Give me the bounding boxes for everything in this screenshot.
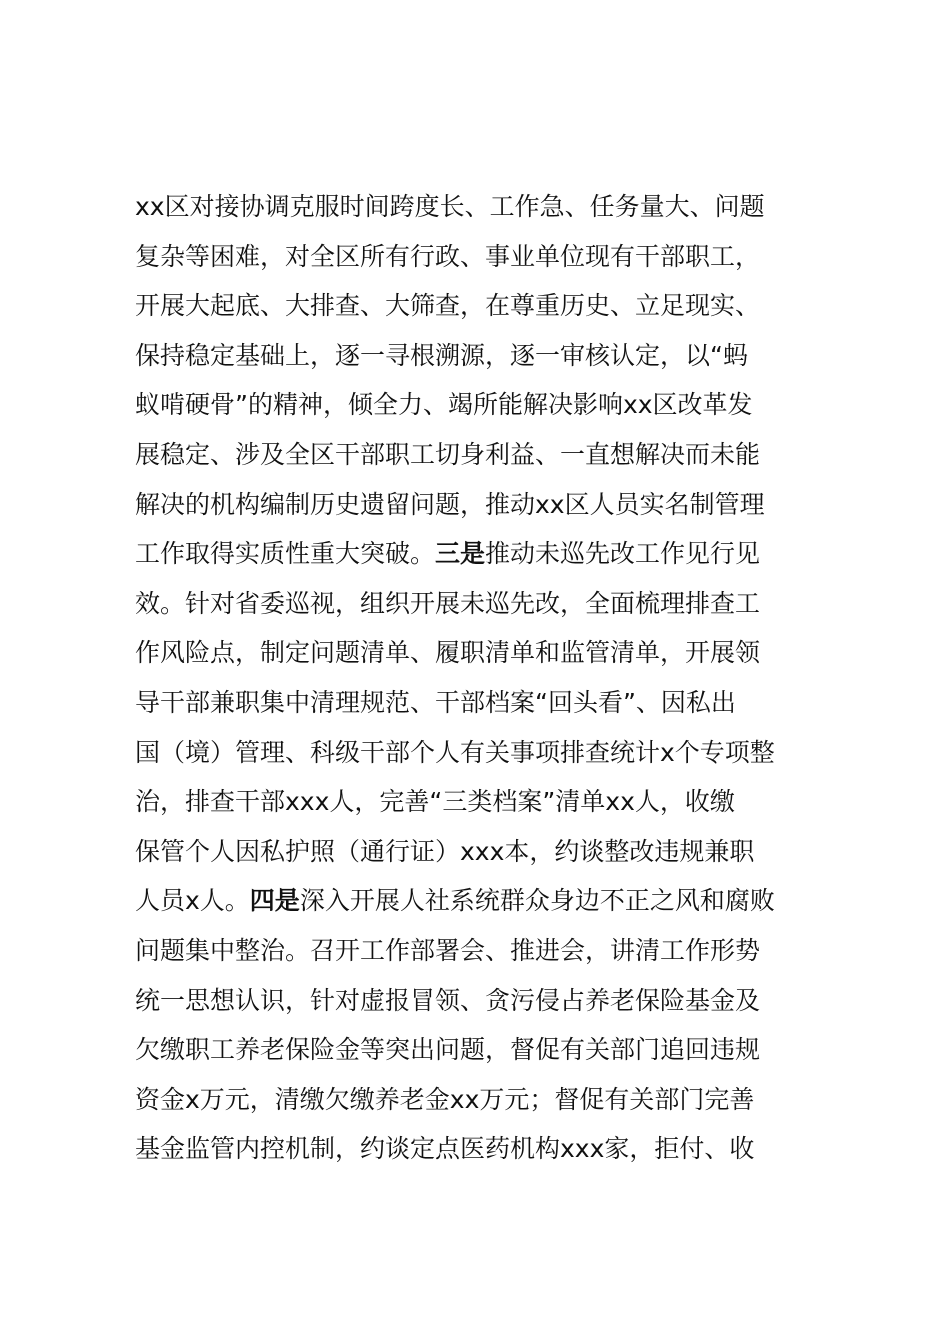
text-run: 统一思想认识，针对虚报冒领、贪污侵占养老保险基金及	[135, 985, 761, 1015]
text-line	[135, 579, 855, 629]
text-run: 基金监管内控机制，约谈定点医药机构xxx家，拒付、收	[135, 1134, 755, 1164]
text-line	[135, 380, 855, 430]
text-line	[135, 728, 855, 778]
text-run: 解决的机构编制历史遗留问题，推动xx区人员实名制管理	[135, 489, 765, 519]
text-run: 保持稳定基础上，逐一寻根溯源，逐一审核认定，以“蚂	[135, 340, 748, 370]
text-run: 人员x人。	[135, 886, 250, 916]
text-run: 蚁啃硬骨”的精神，倾全力、竭所能解决影响xx区改革发	[135, 390, 753, 420]
text-run: 深入开展人社系统群众身边不正之风和腐败	[299, 886, 775, 916]
text-run: 展稳定、涉及全区干部职工切身利益、一直想解决而未能	[135, 439, 761, 469]
text-run: 问题集中整治。召开工作部署会、推进会，讲清工作形势	[135, 935, 761, 965]
text-run: 欠缴职工养老保险金等突出问题，督促有关部门追回违规	[135, 1035, 761, 1065]
text-run: 开展大起底、大排查、大筛查，在尊重历史、立足现实、	[135, 291, 761, 321]
text-run: 治，排查干部xxx人，完善“三类档案”清单xx人，收缴	[135, 787, 735, 817]
text-line	[135, 182, 855, 232]
text-line	[135, 976, 855, 1026]
text-line	[135, 1075, 855, 1125]
text-run: 工作取得实质性重大突破。	[135, 539, 436, 569]
text-run: 推动未巡先改工作见行见	[485, 539, 761, 569]
body-paragraph	[135, 182, 855, 1174]
bold-lead-text: 三是	[435, 539, 486, 569]
text-run: 资金x万元，清缴欠缴养老金xx万元；督促有关部门完善	[135, 1084, 755, 1114]
text-line	[135, 827, 855, 877]
text-line	[135, 628, 855, 678]
text-line	[135, 430, 855, 480]
text-run: 作风险点，制定问题清单、履职清单和监管清单，开展领	[135, 638, 761, 668]
text-run: 导干部兼职集中清理规范、干部档案“回头看”、因私出	[135, 687, 736, 717]
text-line	[135, 926, 855, 976]
text-line	[135, 529, 855, 579]
bold-lead-text: 四是	[249, 886, 300, 916]
text-run: 复杂等困难，对全区所有行政、事业单位现有干部职工，	[135, 241, 761, 271]
text-line	[135, 281, 855, 331]
text-line	[135, 331, 855, 381]
text-run: xx区对接协调克服时间跨度长、工作急、任务量大、问题	[135, 192, 765, 221]
text-run: 效。针对省委巡视，组织开展未巡先改，全面梳理排查工	[135, 588, 761, 618]
text-line	[135, 777, 855, 827]
text-line	[135, 480, 855, 530]
text-run: 国（境）管理、科级干部个人有关事项排查统计x个专项整	[135, 737, 775, 767]
text-line	[135, 1124, 855, 1174]
text-line	[135, 232, 855, 282]
text-line	[135, 678, 855, 728]
text-line	[135, 876, 855, 926]
text-line	[135, 1025, 855, 1075]
text-run: 保管个人因私护照（通行证）xxx本，约谈整改违规兼职	[135, 836, 755, 866]
